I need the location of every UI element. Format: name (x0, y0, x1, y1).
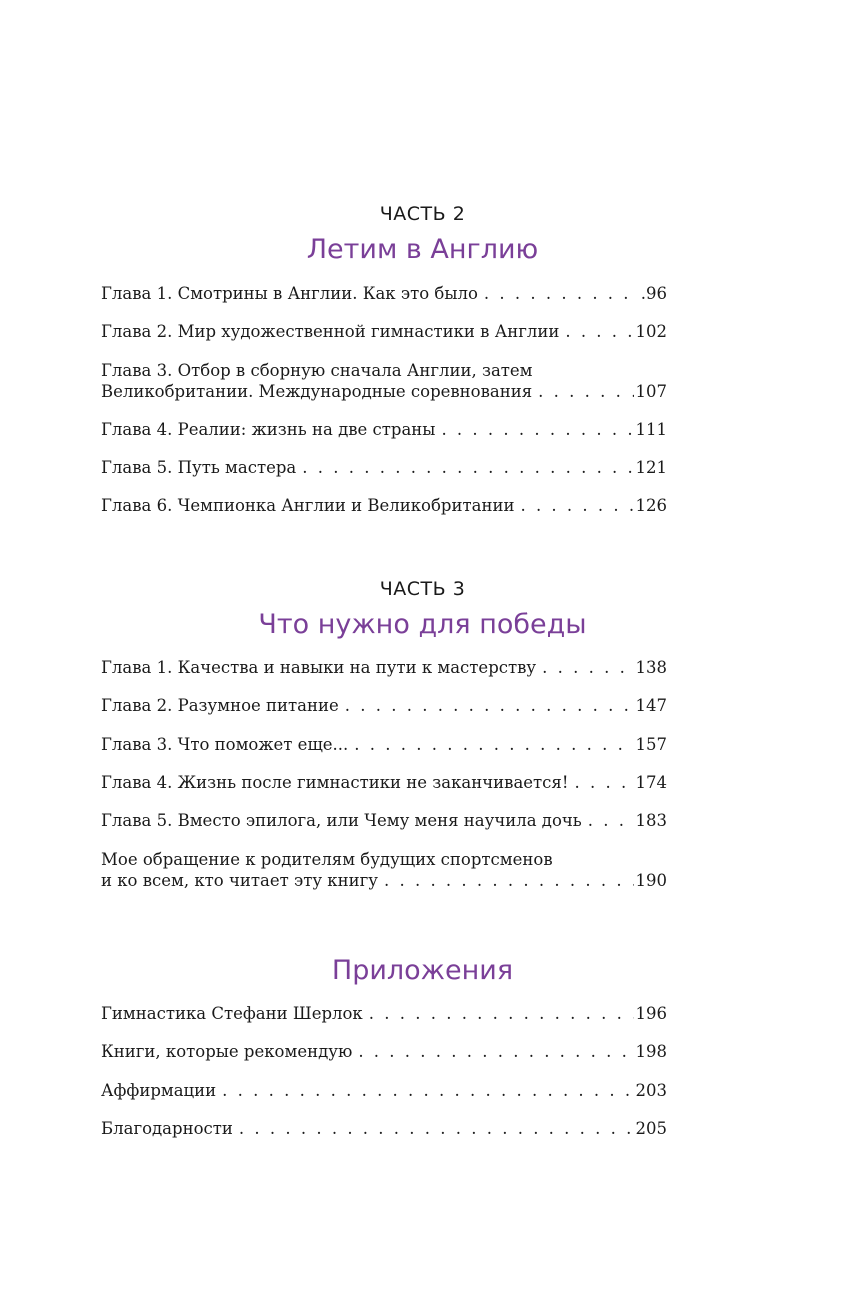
page-number: 190 (635, 871, 667, 890)
part-title: Что нужно для победы (258, 609, 587, 640)
entry-title: Глава 4. Жизнь после гимнастики не заканчивается! (101, 773, 569, 792)
leader-dots (542, 657, 633, 678)
part-label: ЧАСТЬ 2 (379, 203, 466, 225)
toc-entry[interactable] (101, 1003, 667, 1024)
entry-title: Великобритании. Международные соревнования (101, 382, 533, 401)
leader-dots (574, 772, 633, 793)
leader-dots (345, 695, 634, 716)
leader-dots (384, 870, 634, 891)
page-number: 183 (635, 811, 667, 830)
leader-dots (565, 321, 633, 342)
leader-dots (538, 381, 633, 402)
entry-title-line1: Глава 3. Отбор в сборную сначала Англии, затем (101, 361, 533, 380)
page-number: 198 (635, 1042, 667, 1061)
toc-entry[interactable] (101, 695, 667, 716)
toc-entry[interactable] (101, 283, 667, 304)
leader-dots (358, 1041, 633, 1062)
toc-entry[interactable] (101, 360, 667, 402)
leader-dots (222, 1080, 633, 1101)
leader-dots (302, 457, 633, 478)
entry-title: и ко всем, кто читает эту книгу (101, 871, 378, 890)
toc-entry[interactable] (101, 321, 667, 342)
entry-title: Глава 3. Что поможет еще... (101, 735, 349, 754)
toc-entry[interactable] (101, 772, 667, 793)
entry-title: Глава 1. Смотрины в Англии. Как это было (101, 284, 478, 303)
page-number: 205 (635, 1119, 667, 1138)
page-number: 174 (635, 773, 667, 792)
entry-title: Глава 2. Мир художественной гимнастики в Англии (101, 322, 560, 341)
appendix-title: Приложения (331, 955, 514, 986)
toc-entry[interactable] (101, 849, 667, 891)
toc-entry[interactable] (101, 1041, 667, 1062)
entry-title: Глава 5. Путь мастера (101, 458, 297, 477)
toc-entry[interactable] (101, 810, 667, 831)
entry-title: Глава 2. Разумное питание (101, 696, 339, 715)
toc-entry[interactable] (101, 1118, 667, 1139)
part-label: ЧАСТЬ 3 (379, 578, 466, 600)
page-number: 157 (635, 735, 667, 754)
entry-title: Глава 1. Качества и навыки на пути к мастерству (101, 658, 537, 677)
toc-entry[interactable] (101, 495, 667, 516)
leader-dots (588, 810, 634, 831)
leader-dots (354, 734, 633, 755)
leader-dots (369, 1003, 634, 1024)
page-number: 147 (635, 696, 667, 715)
entry-title: Гимнастика Стефани Шерлок (101, 1004, 363, 1023)
entry-title: Глава 5. Вместо эпилога, или Чему меня научила дочь (101, 811, 582, 830)
entry-title-line1: Мое обращение к родителям будущих спортсменов (101, 850, 553, 869)
page-number: 121 (635, 458, 667, 477)
toc-entry[interactable] (101, 657, 667, 678)
page-number: 138 (635, 658, 667, 677)
leader-dots (520, 495, 633, 516)
toc-entry[interactable] (101, 1080, 667, 1101)
toc-entry[interactable] (101, 734, 667, 755)
leader-dots (239, 1118, 634, 1139)
entry-title: Глава 4. Реалии: жизнь на две страны (101, 420, 436, 439)
page-number: 126 (635, 496, 667, 515)
page-number: 196 (635, 1004, 667, 1023)
entry-title: Книги, которые рекомендую (101, 1042, 353, 1061)
page-number: 102 (635, 322, 667, 341)
page-number: 111 (635, 420, 667, 439)
entry-title: Благодарности (101, 1119, 233, 1138)
page-number: 203 (635, 1081, 667, 1100)
entry-title: Глава 6. Чемпионка Англии и Великобритании (101, 496, 515, 515)
toc-entry[interactable] (101, 457, 667, 478)
page-number: 107 (635, 382, 667, 401)
leader-dots (441, 419, 633, 440)
leader-dots (484, 283, 639, 304)
toc-entry[interactable] (101, 419, 667, 440)
part-title: Летим в Англию (306, 234, 539, 265)
entry-title: Аффирмации (101, 1081, 217, 1100)
page-number: .96 (640, 284, 667, 303)
